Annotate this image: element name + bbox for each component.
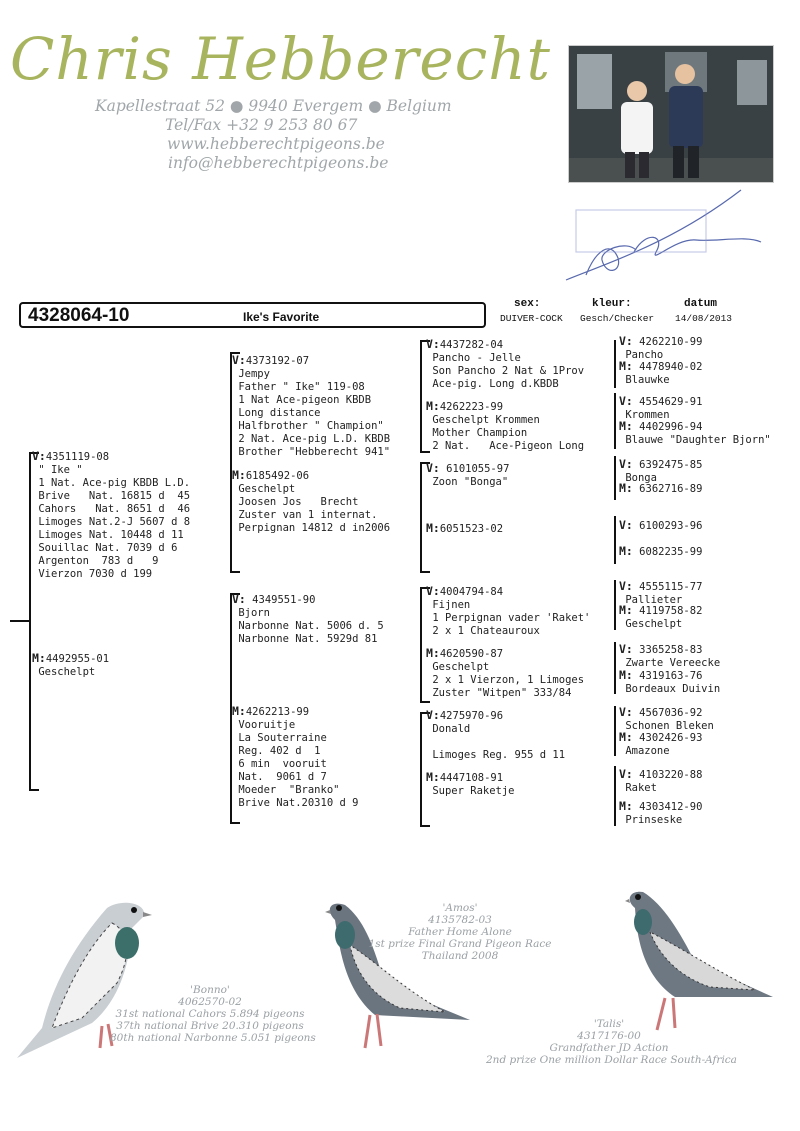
entry-tag: M:	[619, 730, 633, 744]
g4-entry	[619, 519, 702, 533]
g4-entry	[619, 800, 702, 827]
entry-tag: V:	[426, 337, 440, 351]
brand-name: Chris Hebberecht	[10, 25, 551, 93]
entry-text: 4103220-88 Raket	[625, 769, 703, 794]
caption-talis	[486, 1018, 737, 1066]
entry-text: 4262223-99 Geschelpt Krommen Mother Champion 2 Nat. Ace-Pigeon Long	[432, 401, 585, 452]
phone: Tel/Fax +32 9 253 80 67	[165, 116, 358, 134]
entry-tag: M:	[426, 646, 440, 660]
date-value: 14/08/2013	[675, 313, 733, 324]
g3-entry	[426, 522, 503, 536]
g4-entry	[619, 395, 702, 422]
caption-line: Grandfather JD Action	[549, 1042, 669, 1054]
entry-text: 4555115-77 Pallieter	[625, 581, 703, 606]
entry-text: 6051523-02	[439, 523, 504, 535]
entry-tag: V:	[32, 449, 46, 463]
g3-entry	[426, 647, 584, 700]
sex-value: DUIVER-COCK	[500, 313, 563, 324]
g4-entry	[619, 335, 702, 362]
entry-tag: M:	[619, 359, 633, 373]
g4-entry	[619, 643, 720, 670]
breeder-photo	[568, 45, 774, 183]
entry-tag: V:	[619, 767, 633, 781]
entry-tag: M:	[619, 481, 633, 495]
g4-entry	[619, 360, 702, 387]
entry-text: 4478940-02 Blauwke	[625, 361, 703, 386]
g3-entry	[426, 400, 584, 453]
entry-tag: M:	[619, 668, 633, 682]
entry-tag: M:	[32, 651, 46, 665]
entry-text: 4004794-84 Fijnen 1 Perpignan vader 'Raket' 2 x 1 Chateauroux	[432, 586, 591, 637]
entry-tag: M:	[232, 468, 246, 482]
g4-entry	[619, 669, 720, 696]
g4-entry	[619, 420, 771, 447]
entry-tag: M:	[232, 704, 246, 718]
dam-sire-entry	[232, 593, 384, 646]
subject-sire-entry	[32, 450, 190, 581]
caption-amos	[360, 902, 560, 962]
caption-line: 1st prize Final Grand Pigeon Race	[368, 938, 552, 950]
caption-line: Father Home Alone	[408, 926, 512, 938]
entry-tag: V:	[426, 461, 440, 475]
g4-entry	[619, 731, 702, 758]
sire-dam-entry	[232, 469, 390, 535]
g4-entry	[619, 768, 702, 795]
entry-text: 6082235-99	[632, 546, 703, 558]
g4-entry	[619, 604, 702, 631]
entry-tag: M:	[426, 521, 440, 535]
entry-tag: V:	[426, 708, 440, 722]
entry-tag: M:	[619, 799, 633, 813]
entry-text: 4567036-92 Schonen Bleken	[625, 707, 714, 732]
entry-text: 4303412-90 Prinseske	[625, 801, 703, 826]
caption-name: 'Bonno'	[190, 984, 230, 996]
contact-block	[95, 97, 452, 173]
g3-entry	[426, 709, 565, 762]
g4-entry	[619, 706, 714, 733]
entry-tag: V:	[619, 642, 633, 656]
date-label: datum	[684, 298, 718, 310]
entry-text: 6101055-97 Zoon "Bonga"	[432, 463, 510, 488]
sire-sire-entry	[232, 354, 390, 459]
entry-text: 4492955-01 Geschelpt	[38, 653, 110, 678]
entry-tag: M:	[619, 544, 633, 558]
entry-text: 4349551-90 Bjorn Narbonne Nat. 5006 d. 5 Narbonne Nat. 5929d 81	[238, 594, 384, 645]
entry-text: 4275970-96 Donald Limoges Reg. 955 d 11	[432, 710, 566, 761]
g4-entry	[619, 482, 702, 496]
entry-tag: V:	[619, 394, 633, 408]
caption-name: 'Amos'	[442, 902, 478, 914]
caption-line: 37th national Brive 20.310 pigeons	[116, 1020, 304, 1032]
colour-label: kleur:	[592, 298, 632, 310]
g3-entry	[426, 462, 509, 489]
entry-tag: V:	[619, 579, 633, 593]
entry-text: 4437282-04 Pancho - Jelle Son Pancho 2 Nat & 1Prov Ace-pig. Long d.KBDB	[432, 339, 585, 390]
ring-number: 4328064-10	[28, 305, 130, 326]
entry-tag: V:	[232, 353, 246, 367]
entry-text: 4554629-91 Krommen	[625, 396, 703, 421]
entry-text: 6185492-06 Geschelpt Joosen Jos Brecht Zuster van 1 internat. Perpignan 14812 d in2006	[238, 470, 391, 534]
signature-stamp	[556, 180, 766, 290]
caption-ring: 4062570-02	[178, 996, 242, 1008]
entry-tag: V:	[426, 584, 440, 598]
entry-text: 6362716-89	[632, 483, 703, 495]
entry-text: 4262213-99 Vooruitje La Souterraine Reg. 402 d 1 6 min vooruit Nat. 9061 d 7 Moeder "Branko" Brive Nat.20310 d 9	[238, 706, 359, 809]
email[interactable]: info@hebberechtpigeons.be	[168, 154, 389, 172]
entry-text: 6392475-85 Bonga	[625, 459, 703, 484]
entry-text: 4373192-07 Jempy Father " Ike" 119-08 1 Nat Ace-pigeon KBDB Long distance Halfbrother " Champion" 2 Nat. Ace-pig L.D. KBDB Brother "Hebberecht 941"	[238, 355, 391, 458]
subject-dam-entry	[32, 652, 109, 679]
entry-text: 3365258-83 Zwarte Vereecke	[625, 644, 721, 669]
caption-line: 31st national Cahors 5.894 pigeons	[115, 1008, 305, 1020]
entry-text: 4119758-82 Geschelpt	[625, 605, 703, 630]
caption-line: 2nd prize One million Dollar Race South-Africa	[486, 1054, 737, 1066]
entry-text: 4620590-87 Geschelpt 2 x 1 Vierzon, 1 Limoges Zuster "Witpen" 333/84	[432, 648, 585, 699]
entry-tag: V:	[619, 457, 633, 471]
dam-dam-entry	[232, 705, 358, 810]
g3-entry	[426, 338, 584, 391]
entry-text: 6100293-96	[632, 520, 703, 532]
caption-name: 'Talis'	[593, 1018, 625, 1030]
entry-tag: M:	[619, 603, 633, 617]
pigeon-name: Ike's Favorite	[243, 310, 320, 324]
colour-value: Gesch/Checker	[580, 313, 655, 324]
caption-ring: 4135782-03	[428, 914, 492, 926]
g3-entry	[426, 771, 515, 798]
entry-tag: V:	[619, 334, 633, 348]
entry-tag: M:	[426, 770, 440, 784]
caption-bonno	[110, 984, 316, 1044]
entry-text: 4447108-91 Super Raketje	[432, 772, 515, 797]
entry-text: 4262210-99 Pancho	[625, 336, 703, 361]
entry-tag: V:	[619, 518, 633, 532]
entry-text: 4351119-08 " Ike " 1 Nat. Ace-pig KBDB L.D. Brive Nat. 16815 d 45 Cahors Nat. 8651 d 46 Limoges Nat.2-J 5607 d 8 Limoges Nat. 10448 d 11 Souillac Nat. 7039 d 6 Argenton 783 d 9 Vierzon 7030 d 199	[38, 451, 191, 580]
caption-line: Thailand 2008	[421, 950, 499, 962]
caption-ring: 4317176-00	[577, 1030, 641, 1042]
caption-line: 80th national Narbonne 5.051 pigeons	[110, 1032, 316, 1044]
entry-tag: V:	[232, 592, 246, 606]
sex-label: sex:	[514, 298, 541, 310]
entry-tag: M:	[426, 399, 440, 413]
address: Kapellestraat 52 ● 9940 Evergem ● Belgium	[95, 97, 452, 115]
entry-text: 4319163-76 Bordeaux Duivin	[625, 670, 721, 695]
entry-text: 4302426-93 Amazone	[625, 732, 703, 757]
entry-tag: V:	[619, 705, 633, 719]
website[interactable]: www.hebberechtpigeons.be	[167, 135, 385, 153]
g3-entry	[426, 585, 590, 638]
entry-tag: M:	[619, 419, 633, 433]
entry-text: 4402996-94 Blauwe "Daughter Bjorn"	[625, 421, 771, 446]
g4-entry	[619, 545, 702, 559]
